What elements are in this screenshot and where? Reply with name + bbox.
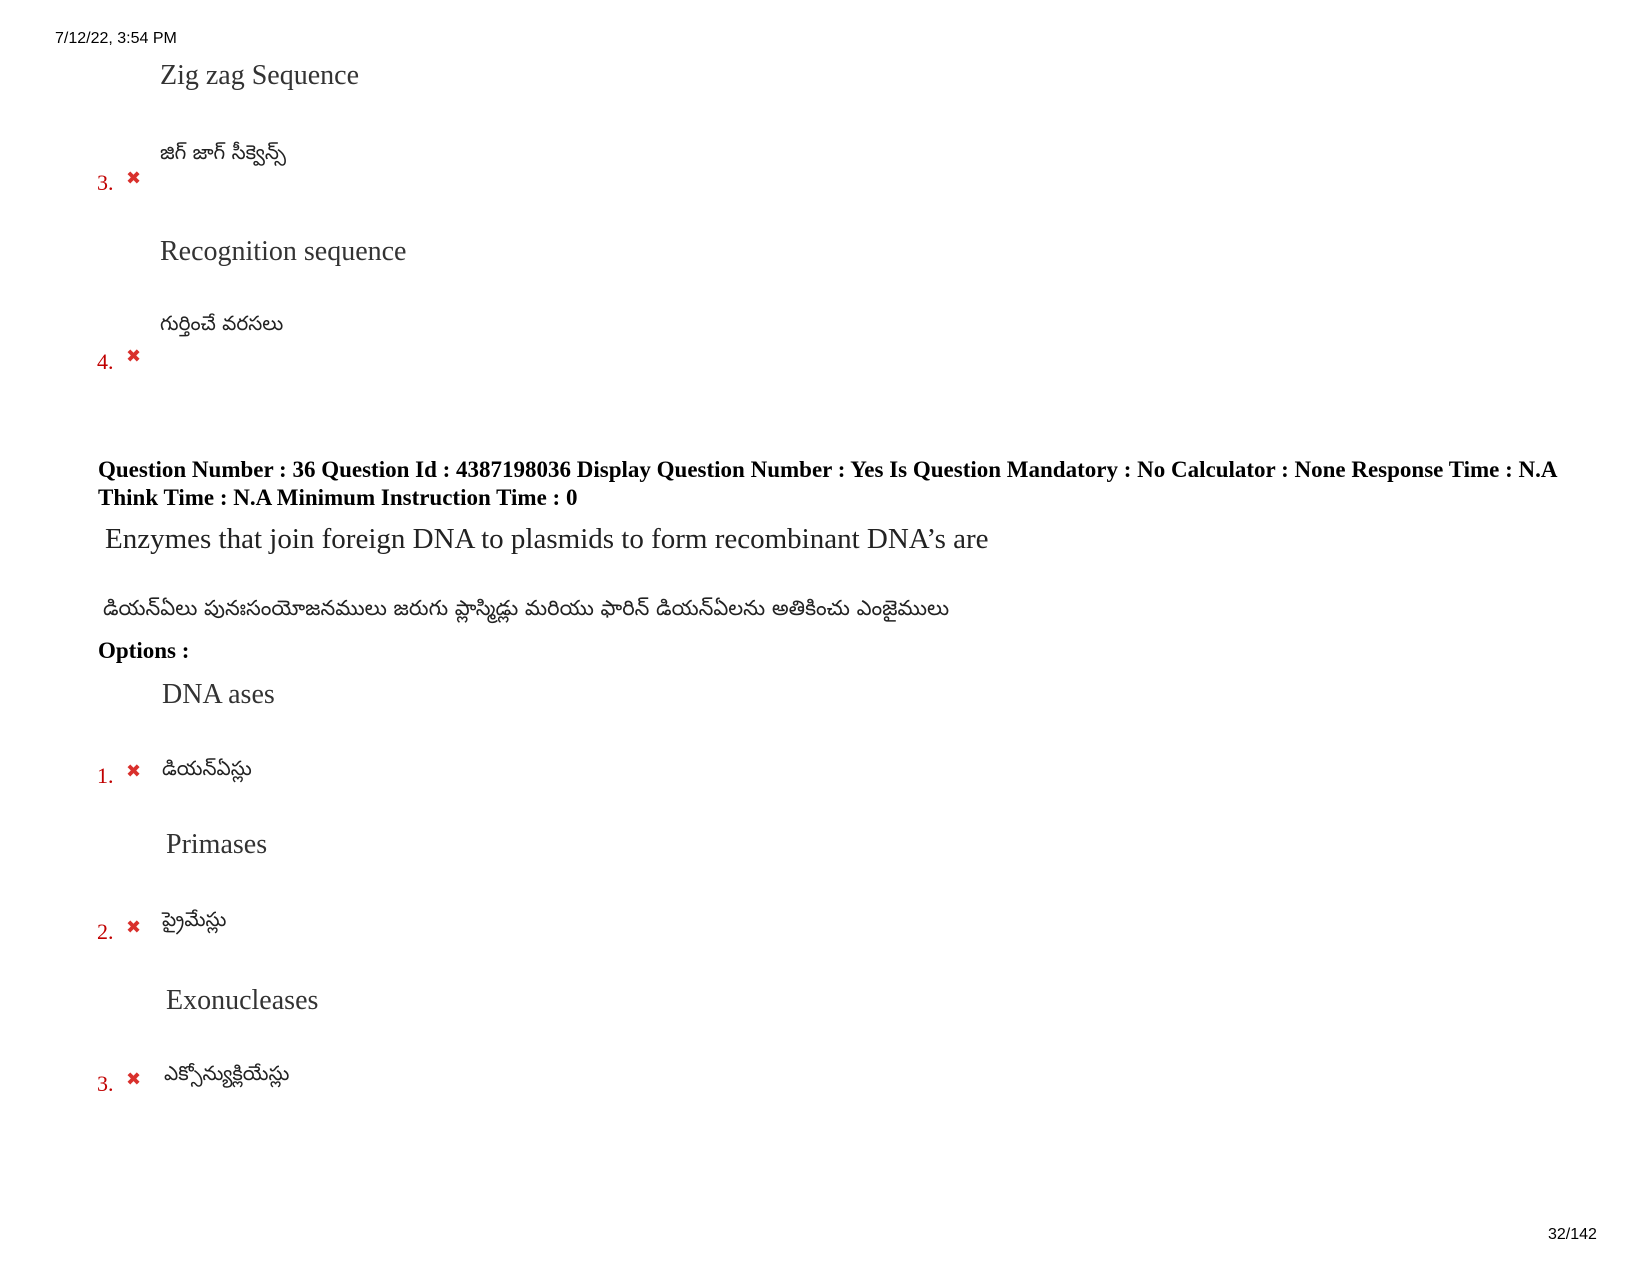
wrong-cross-icon: ✖ [126, 168, 142, 189]
prev-option-3-english: Zig zag Sequence [160, 60, 360, 91]
wrong-cross-icon: ✖ [126, 346, 142, 367]
question-meta: Question Number : 36 Question Id : 4387198036 Display Question Number : Yes Is Question Mandatory : No Calculator : None Response Time : N.A Think Time : N.A Minimum Instruction Time : 0 [98, 457, 1557, 510]
option-3-number: 3. [97, 1071, 114, 1096]
option-1-telugu: డియన్ఏస్లు [162, 756, 252, 780]
question-text-telugu: డియన్ఏలు పునఃసంయోజనములు జరుగు ప్లాస్మిడ్లు మరియు ఫారిన్ డియన్ఏలను అతికించు ఎంజైములు [103, 596, 950, 620]
prev-option-4-telugu: గుర్తించే వరసలు [160, 311, 284, 335]
print-timestamp: 7/12/22, 3:54 PM [55, 30, 177, 47]
prev-option-4-english: Recognition sequence [160, 236, 407, 267]
options-label: Options : [98, 638, 190, 663]
option-1-english: DNA ases [162, 679, 275, 710]
option-2-english: Primases [166, 829, 268, 860]
page-number: 32/142 [1548, 1226, 1597, 1243]
option-3-english: Exonucleases [166, 985, 319, 1016]
question-text-english: Enzymes that join foreign DNA to plasmids to form recombinant DNA’s are [105, 523, 989, 555]
option-3-telugu: ఎక్సోన్యుక్లియేస్లు [164, 1061, 290, 1085]
wrong-cross-icon: ✖ [126, 1069, 142, 1090]
option-2-telugu: ప్రైమేస్లు [162, 907, 227, 931]
option-2-number: 2. [97, 919, 114, 944]
option-1-number: 1. [97, 763, 114, 788]
prev-option-3-number: 3. [97, 170, 114, 195]
prev-option-3-telugu: జిగ్ జాగ్ సీక్వెన్స్ [160, 140, 287, 164]
wrong-cross-icon: ✖ [126, 917, 142, 938]
prev-option-4-number: 4. [97, 349, 114, 374]
wrong-cross-icon: ✖ [126, 761, 142, 782]
